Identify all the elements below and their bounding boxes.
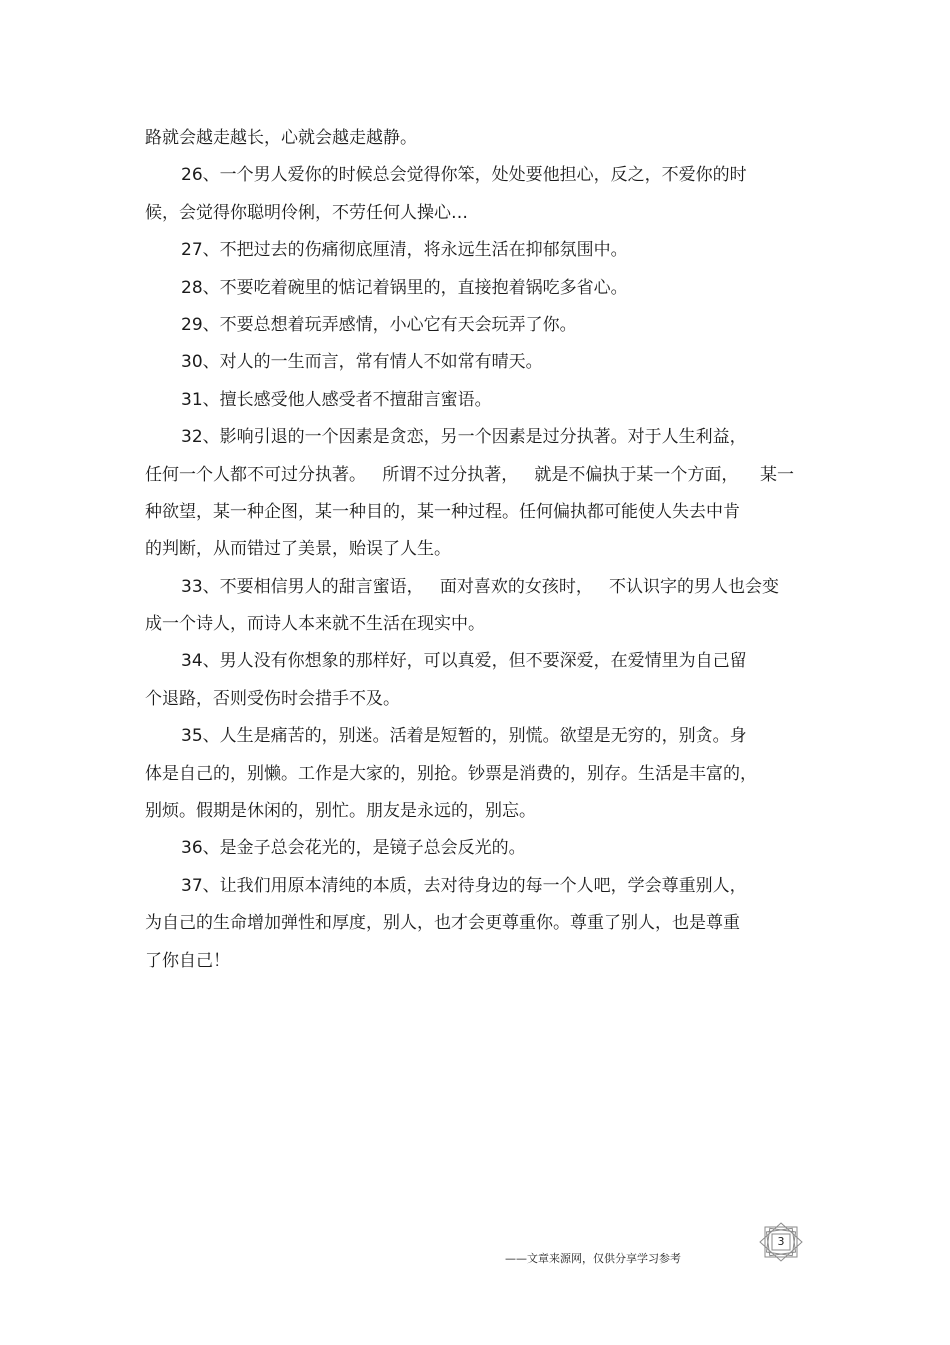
text-line: 成一个诗人，而诗人本来就不生活在现实中。	[145, 614, 485, 635]
page-number-badge	[758, 1222, 804, 1262]
page-number: 3	[777, 1235, 785, 1248]
text-line: 个退路，否则受伤时会措手不及。	[145, 688, 400, 709]
footer-note: ——文章来源网，仅供分享学习参考	[505, 1252, 681, 1265]
text-line: 体是自己的，别懒。工作是大家的，别抢。钞票是消费的，别存。生活是丰富的，	[145, 763, 757, 784]
text-line: 36、是金子总会花光的，是镜子总会反光的。	[181, 838, 526, 859]
text-line: 37、让我们用原本清纯的本质，去对待身边的每一个人吧，学会尊重别人，	[181, 875, 747, 896]
text-line: 29、不要总想着玩弄感情，小心它有天会玩弄了你。	[181, 314, 577, 335]
text-line: 26、一个男人爱你的时候总会觉得你笨，处处要他担心，反之，不爱你的时	[181, 165, 747, 186]
text-line: 任何一个人都不可过分执著。 所谓不过分执著， 就是不偏执于某一个方面， 某一	[145, 464, 795, 485]
text-line: 31、擅长感受他人感受者不擅甜言蜜语。	[181, 389, 492, 410]
text-line: 别烦。假期是休闲的，别忙。朋友是永远的，别忘。	[145, 801, 536, 822]
text-line: 27、不把过去的伤痛彻底厘清，将永远生活在抑郁氛围中。	[181, 240, 628, 261]
text-line: 28、不要吃着碗里的惦记着锅里的，直接抱着锅吃多省心。	[181, 277, 628, 298]
text-line: 路就会越走越长，心就会越走越静。	[145, 128, 417, 148]
text-line: 候，会觉得你聪明伶俐，不劳任何人操心…	[145, 202, 468, 223]
text-line: 的判断，从而错过了美景，贻误了人生。	[145, 539, 451, 560]
body-text	[145, 120, 810, 980]
text-line: 32、影响引退的一个因素是贪恋，另一个因素是过分执著。对于人生利益，	[181, 427, 747, 448]
text-line: 34、男人没有你想象的那样好，可以真爱，但不要深爱，在爱情里为自己留	[181, 651, 747, 672]
text-line: 了你自己！	[145, 950, 230, 971]
text-line: 为自己的生命增加弹性和厚度，别人，也才会更尊重你。尊重了别人，也是尊重	[145, 913, 740, 934]
text-line: 30、对人的一生而言，常有情人不如常有晴天。	[181, 352, 543, 373]
text-line: 33、不要相信男人的甜言蜜语， 面对喜欢的女孩时， 不认识字的男人也会变	[181, 576, 780, 597]
text-line: 种欲望，某一种企图，某一种目的，某一种过程。任何偏执都可能使人失去中肯	[145, 501, 740, 522]
text-line: 35、人生是痛苦的，别迷。活着是短暂的，别慌。欲望是无穷的，别贪。身	[181, 726, 747, 747]
